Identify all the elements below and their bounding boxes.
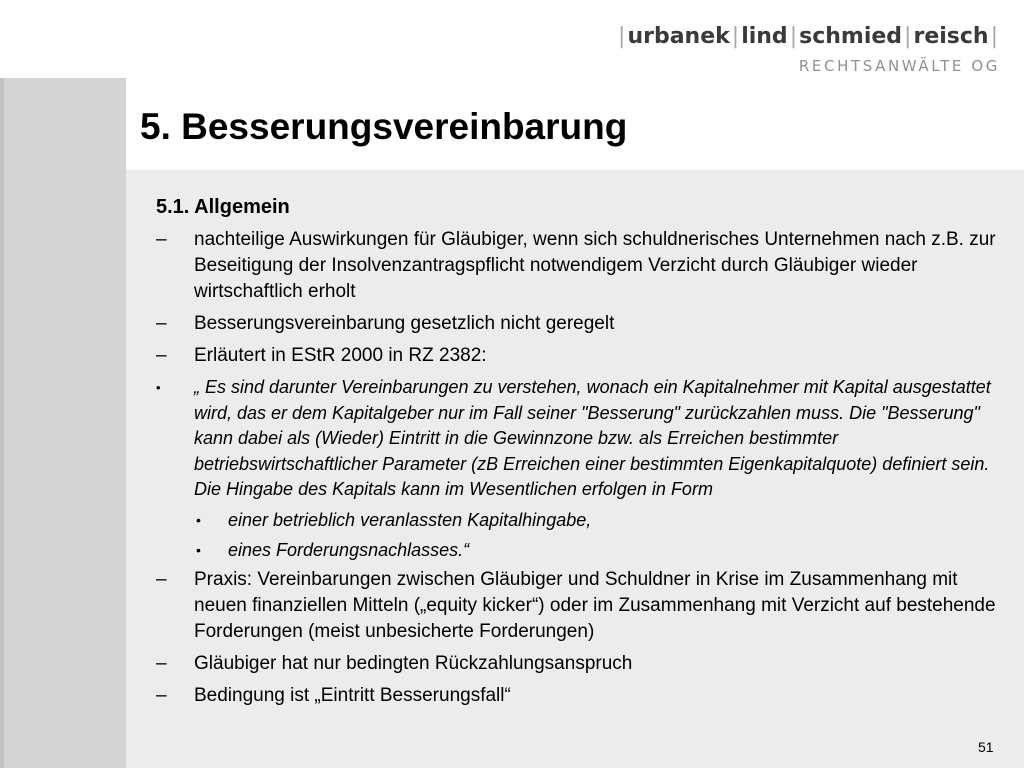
dash-marker: – — [156, 652, 167, 674]
list-item — [156, 311, 1001, 337]
slide-content — [156, 196, 1001, 715]
logo-separator: | — [618, 24, 626, 49]
list-item-text: Gläubiger hat nur bedingten Rückzahlungsanspruch — [194, 652, 633, 674]
list-item-text: Praxis: Vereinbarungen zwischen Gläubiger und Schuldner in Krise im Zusammenhang mit neuen finanziellen Mitteln („equity kicker“) oder im Zusammenhang mit Verzicht auf bestehende Forderungen (meist unbesicherte Forderungen) — [194, 568, 996, 642]
dash-marker: – — [156, 229, 167, 250]
bullet-marker: • — [196, 511, 201, 528]
logo-separator: | — [789, 24, 798, 49]
list-item — [156, 651, 1001, 677]
firm-logo — [616, 24, 1000, 75]
section-heading: 5.1. Allgemein — [156, 196, 290, 218]
sub-list-item — [156, 537, 1001, 563]
bullet-marker: • — [196, 541, 201, 558]
list-item — [156, 683, 1001, 709]
sub-list-item-text: eines Forderungsnachlasses.“ — [228, 539, 470, 560]
list-item — [156, 567, 1001, 645]
left-side-bar-edge — [0, 78, 4, 768]
page-number: 51 — [978, 739, 994, 755]
list-item — [156, 227, 1001, 305]
quote-text: „ Es sind darunter Vereinbarungen zu verstehen, wonach ein Kapitalnehmer mit Kapital ausgestattet wird, das er dem Kapitalgeber nur im Fall seiner "Besserung" zurückzahlen muss. Die "Besserung" kann dabei als (Wieder) Eintritt in die Gewinnzone bzw. als Erreichen bestimmter betriebswirtschaftlicher Parameter (zB Erreichen einer bestimmten Eigenkapitalquote) definiert sein. Die Hingabe des Kapitals kann im Wesentlichen erfolgen in Form — [194, 377, 991, 499]
dash-marker: – — [156, 568, 167, 590]
logo-separator: | — [904, 24, 912, 49]
logo-name-lind: lind — [741, 24, 788, 49]
logo-separator: | — [990, 24, 998, 49]
dash-marker: – — [156, 345, 167, 366]
bullet-marker: • — [156, 380, 161, 395]
dash-marker: – — [156, 313, 167, 334]
list-item-text: Erläutert in EStR 2000 in RZ 2382: — [194, 345, 487, 366]
logo-name-schmied: schmied — [799, 24, 903, 49]
logo-names — [616, 24, 1000, 49]
sub-list-item — [156, 507, 1001, 533]
logo-name-urbanek: urbanek — [627, 24, 730, 49]
left-side-bar — [0, 78, 126, 768]
quote-item — [156, 375, 1001, 503]
page-title: 5. Besserungsvereinbarung — [140, 106, 628, 147]
dash-marker: – — [156, 684, 167, 706]
list-item — [156, 343, 1001, 369]
logo-name-reisch: reisch — [913, 24, 989, 49]
list-item-text: nachteilige Auswirkungen für Gläubiger, wenn sich schuldnerisches Unternehmen nach z.B. zur Beseitigung der Insolvenzantragspflicht notwendigem Verzicht durch Gläubiger wieder wirtschaftlich erholt — [194, 229, 996, 302]
sub-list-item-text: einer betrieblich veranlassten Kapitalhingabe, — [228, 509, 592, 530]
logo-separator: | — [731, 24, 740, 49]
list-item-text: Bedingung ist „Eintritt Besserungsfall“ — [194, 684, 511, 706]
list-item-text: Besserungsvereinbarung gesetzlich nicht geregelt — [194, 313, 615, 334]
logo-subtitle: RECHTSANWÄLTE OG — [798, 57, 1000, 75]
